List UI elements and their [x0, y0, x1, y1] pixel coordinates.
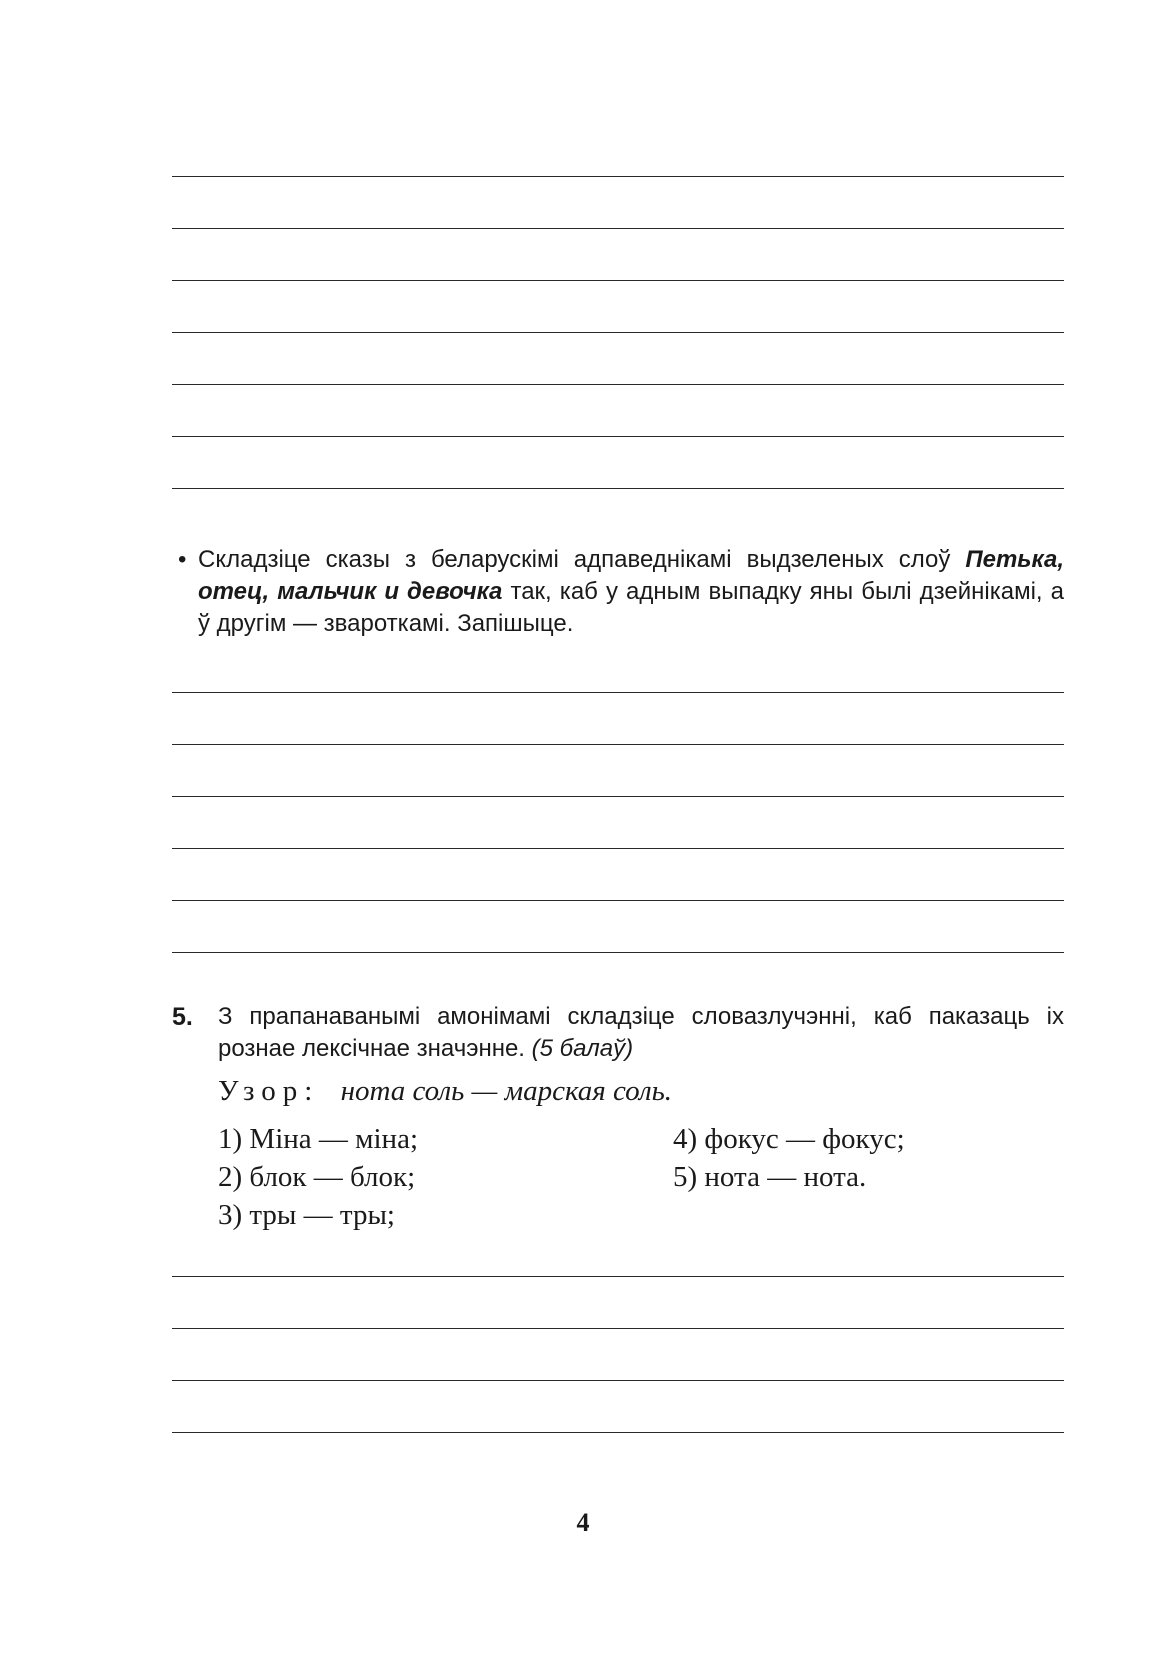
- writing-line[interactable]: [172, 900, 1064, 901]
- writing-line[interactable]: [172, 1432, 1064, 1433]
- writing-line[interactable]: [172, 1380, 1064, 1381]
- writing-line[interactable]: [172, 384, 1064, 385]
- writing-line[interactable]: [172, 228, 1064, 229]
- writing-line[interactable]: [172, 952, 1064, 953]
- sample-text: нота соль — марская соль.: [340, 1075, 673, 1107]
- highlighted-words: Петька, отец, мальчик и девочка: [198, 546, 1064, 605]
- writing-line[interactable]: [172, 796, 1064, 797]
- writing-line[interactable]: [172, 332, 1064, 333]
- task-text-before: Складзіце сказы з беларускімі адпаведнікамі выдзеленых слоў: [198, 546, 951, 573]
- task-points: (5 балаў): [531, 1035, 634, 1062]
- writing-line[interactable]: [172, 744, 1064, 745]
- writing-line[interactable]: [172, 1328, 1064, 1329]
- homonym-item: 3) тры — тры;: [218, 1199, 395, 1231]
- task-5: [172, 1001, 1064, 1065]
- writing-line[interactable]: [172, 280, 1064, 281]
- task-number: 5.: [172, 1003, 193, 1031]
- writing-line[interactable]: [172, 692, 1064, 693]
- bullet-icon: •: [178, 546, 187, 573]
- sample: [218, 1074, 672, 1108]
- writing-line[interactable]: [172, 1276, 1064, 1277]
- bullet-task: [178, 544, 1064, 640]
- writing-line[interactable]: [172, 848, 1064, 849]
- task-text-after: так, каб у адным выпадку яны былі дзейнікамі, а ў другім — звароткамі. Запішыце.: [198, 578, 1065, 637]
- sample-label: Узор:: [218, 1075, 320, 1107]
- writing-line[interactable]: [172, 488, 1064, 489]
- task-5-text: [218, 1001, 1064, 1065]
- task-5-instruction: З прапанаванымі амонімамі складзіце словазлучэнні, каб паказаць іх рознае лексічнае значэнне.: [218, 1003, 1064, 1062]
- page-number: 4: [576, 1508, 590, 1537]
- homonym-item: 2) блок — блок;: [218, 1161, 416, 1193]
- homonym-item: 4) фокус — фокус;: [673, 1123, 905, 1155]
- writing-line[interactable]: [172, 436, 1064, 437]
- homonym-item: 5) нота — нота.: [673, 1161, 867, 1193]
- homonym-item: 1) Міна — міна;: [218, 1123, 418, 1155]
- bullet-task-text: [198, 544, 1064, 640]
- writing-line[interactable]: [172, 176, 1064, 177]
